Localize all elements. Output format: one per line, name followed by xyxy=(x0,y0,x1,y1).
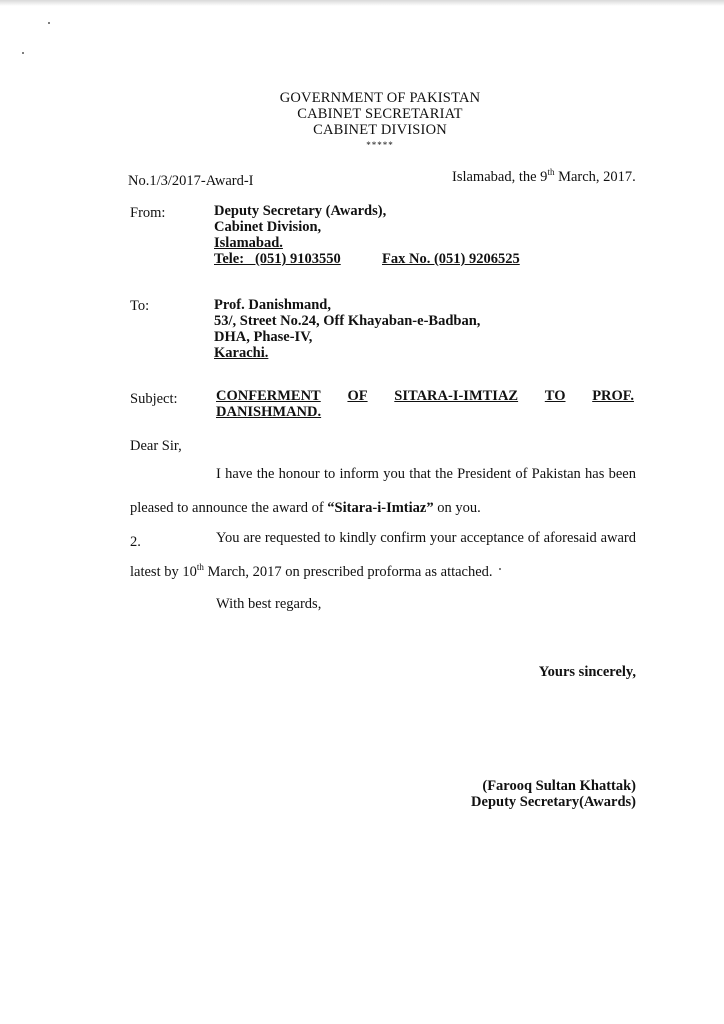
from-telephone: Tele: (051) 9103550 xyxy=(214,251,341,267)
salutation: Dear Sir, xyxy=(130,438,182,454)
to-line2: 53/, Street No.24, Off Khayaban-e-Badban, xyxy=(214,313,481,329)
to-line1: Prof. Danishmand, xyxy=(214,297,331,313)
header-secretariat: CABINET SECRETARIAT xyxy=(297,106,463,122)
para2-number: 2. xyxy=(130,534,141,550)
from-fax: Fax No. (051) 9206525 xyxy=(382,251,520,267)
header-stars: ***** xyxy=(366,140,394,150)
place-date: Islamabad, the 9th March, 2017. xyxy=(452,167,636,185)
subject-word: SITARA-I-IMTIAZ xyxy=(394,388,519,404)
from-line2: Cabinet Division, xyxy=(214,219,322,235)
regards: With best regards, xyxy=(216,596,322,612)
scan-speck xyxy=(48,22,50,24)
para2-line2: latest by 10th March, 2017 on prescribed proforma as attached. xyxy=(130,562,493,580)
to-label: To: xyxy=(130,298,150,314)
from-label: From: xyxy=(130,205,166,221)
para2-line1: You are requested to kindly confirm your acceptance of aforesaid award xyxy=(216,530,636,546)
para1-line1: I have the honour to inform you that the President of Pakistan has been xyxy=(216,466,636,482)
scan-speck xyxy=(22,52,24,54)
from-line1: Deputy Secretary (Awards), xyxy=(214,203,387,219)
to-line3: DHA, Phase-IV, xyxy=(214,329,313,345)
reference-number: No.1/3/2017-Award-I xyxy=(128,173,254,189)
subject-word: PROF. xyxy=(592,388,634,404)
subject-line2: DANISHMAND. xyxy=(216,404,322,420)
signatory-designation: Deputy Secretary(Awards) xyxy=(471,794,636,810)
subject-word: OF xyxy=(347,388,368,404)
signatory-name: (Farooq Sultan Khattak) xyxy=(482,778,636,794)
subject-word: CONFERMENT xyxy=(216,388,321,404)
to-line4: Karachi. xyxy=(214,345,269,361)
header-government: GOVERNMENT OF PAKISTAN xyxy=(279,90,481,106)
para1-line2: pleased to announce the award of “Sitara-i-Imtiaz” on you. xyxy=(130,500,481,516)
header-division: CABINET DIVISION xyxy=(313,122,447,138)
subject-label: Subject: xyxy=(130,391,178,407)
award-name: “Sitara-i-Imtiaz” xyxy=(327,500,434,516)
scan-edge xyxy=(0,0,724,6)
yours-sincerely: Yours sincerely, xyxy=(538,664,636,680)
scan-speck xyxy=(499,568,501,570)
subject-line1 xyxy=(216,388,634,405)
from-line3: Islamabad. xyxy=(214,235,283,251)
subject-word: TO xyxy=(544,388,566,404)
